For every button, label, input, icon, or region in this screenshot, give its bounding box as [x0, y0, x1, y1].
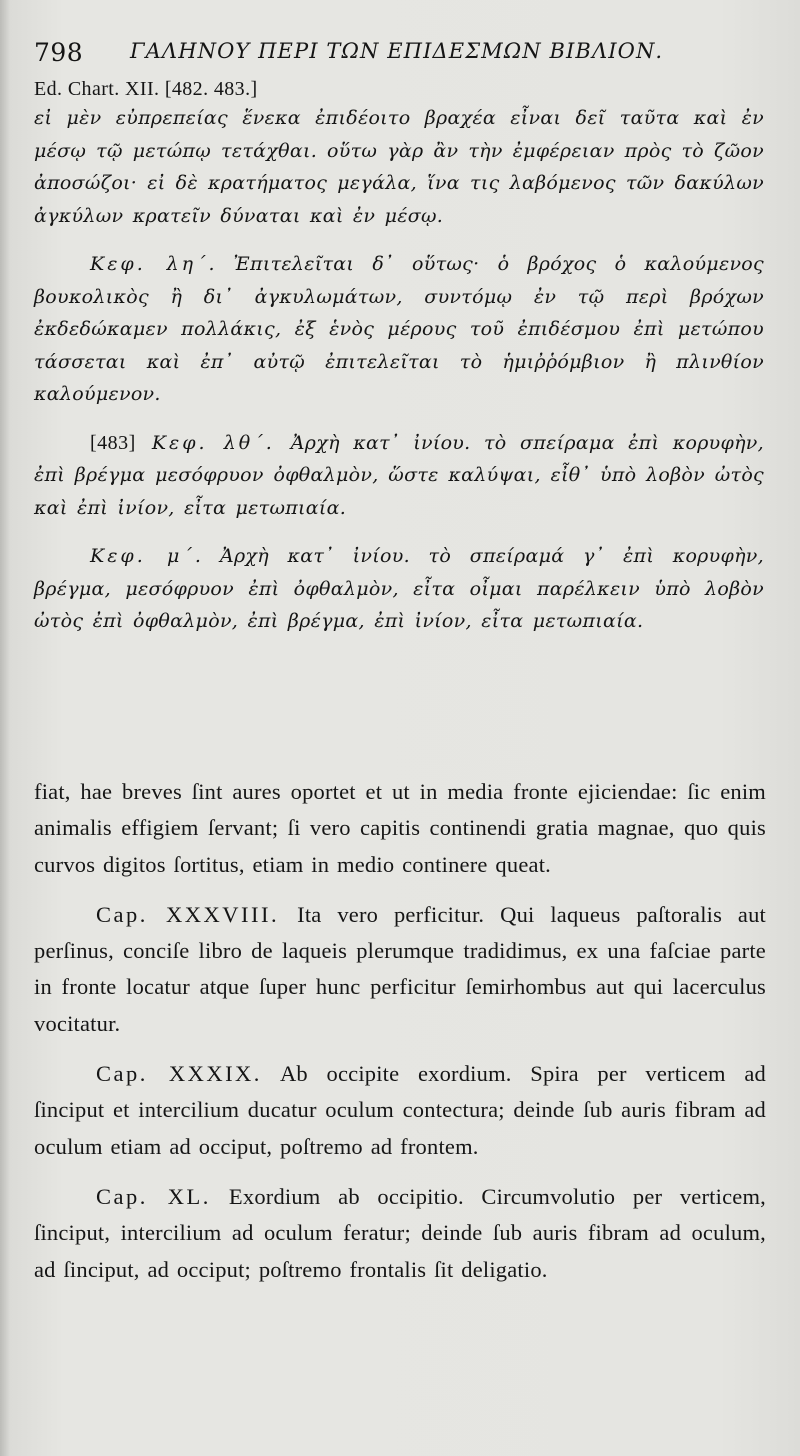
latin-chapter-heading: Cap. XXXVIII. — [96, 901, 280, 927]
greek-paragraph — [34, 248, 764, 411]
greek-paragraph-text: εἰ μὲν εὐπρεπείας ἕνεκα ἐπιδέοιτο βραχέα εἶναι δεῖ ταῦτα καὶ ἐν μέσῳ τῷ μετώπῳ τετάχθαι. οὕτω γὰρ ἂν τὴν ἐμφέρειαν πρὸς τὸ ζῶον ἀποσώζοι· εἰ δὲ κρατήματος μεγάλα, ἵνα τις λαβόμενος τῶν δακύλων ἀγκύλων κρατεῖν δύναται καὶ ἐν μέσῳ. — [34, 107, 764, 227]
greek-chapter-heading: Κεφ. λθ΄. — [151, 431, 275, 454]
latin-paragraph-text: Ab occipite exordium. Spira per verticem ad ſinciput et intercilium ducatur oculum contectura; deinde ſub auris fibram ad oculum etiam ad occiput, poſtremo ad frontem. — [34, 1061, 766, 1159]
latin-chapter-heading: Cap. XXXIX. — [96, 1061, 262, 1087]
latin-paragraph — [34, 1179, 766, 1288]
latin-paragraph — [34, 897, 766, 1042]
latin-text-block — [34, 774, 766, 1302]
greek-chapter-heading: Κεφ. λη΄. — [90, 253, 218, 275]
greek-text-block — [34, 102, 764, 654]
page-header — [34, 28, 754, 68]
greek-paragraph-text: Ἀρχὴ κατ᾽ ἰνίου. τὸ σπείραμα ἐπὶ κορυφὴν, ἐπὶ βρέγμα μεσόφρυον ὀφθαλμὸν, ὥστε καλύψαι, εἶθ᾽ ὑπὸ λοβὸν ὠτὸς καὶ ἐπὶ ἰνίον, εἶτα μετωπιαία. — [34, 431, 764, 519]
latin-paragraph — [34, 1056, 766, 1165]
greek-paragraph — [34, 540, 764, 638]
latin-chapter-heading: Cap. XL. — [96, 1183, 211, 1209]
latin-paragraph-text: fiat, hae breves ſint aures oportet et ut in media fronte ejiciendae: ſic enim animalis effigiem ſervant; ſi vero capitis continendi gratia magnae, quo quis curvos digitos ſortitus, etiam in medio continere queat. — [34, 779, 766, 877]
running-title: ΓΑΛΗΝΟΥ ΠΕΡΙ ΤΩΝ ΕΠΙΔΕΣΜΩΝ ΒΙΒΛΙΟΝ. — [130, 39, 664, 63]
latin-paragraph — [34, 774, 766, 883]
latin-paragraph-text: Ita vero perficitur. Qui laqueus paſtoralis aut perſinus, conciſe libro de laqueis plerumque tradidimus, ex una faſciae parte in fronte locatur atque ſuper hunc perficitur ſemirhombus aut qui lacerculus vocitatur. — [34, 901, 766, 1036]
latin-paragraph-text: Exordium ab occipitio. Circumvolutio per verticem, ſinciput, intercilium ad oculum feratur; deinde ſub auris fibram ad oculum, ad ſinciput, ad occiput; poſtremo frontalis ſit deligatio. — [34, 1183, 766, 1282]
page-marker: [483] — [90, 431, 136, 454]
edition-reference: Ed. Chart. XII. [482. 483.] — [34, 78, 258, 100]
greek-paragraph-text: Ἐπιτελεῖται δ᾽ οὕτως· ὁ βρόχος ὁ καλούμενος βουκολικὸς ἢ δι᾽ ἀγκυλωμάτων, συντόμῳ ἐν τῷ περὶ βρόχων ἐκδεδώκαμεν πολλάκις, ἐξ ἑνὸς μέρους τοῦ ἐπιδέσμου ἐπὶ μετώπου τάσσεται καὶ ἐπ᾽ αὐτῷ ἐπιτελεῖται τὸ ἡμιῤῥόμβιον ἢ πλινθίον καλούμενον. — [34, 253, 764, 405]
greek-paragraph-text: Ἀρχὴ κατ᾽ ἰνίου. τὸ σπείραμά γ᾽ ἐπὶ κορυφὴν, βρέγμα, μεσόφρυον ἐπὶ ὀφθαλμὸν, εἶτα οἶμαι παρέλκειν ὑπὸ λοβὸν ὠτὸς ἐπὶ ὀφθαλμὸν, ἐπὶ βρέγμα, ἐπὶ ἰνίον, εἶτα μετωπιαία. — [34, 545, 764, 632]
greek-paragraph — [34, 427, 764, 525]
greek-paragraph — [34, 102, 764, 232]
greek-chapter-heading: Κεφ. μ΄. — [90, 545, 204, 567]
page-number: 798 — [34, 38, 84, 67]
